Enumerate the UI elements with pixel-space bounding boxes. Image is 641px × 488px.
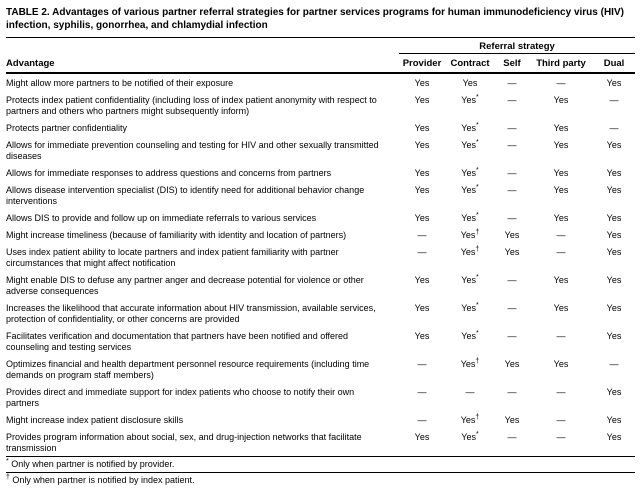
value-cell: Yes bbox=[606, 274, 622, 285]
footnote: † Only when partner is notified by index patient. bbox=[6, 473, 195, 485]
advantage-cell: Might increase index patient disclosure skills bbox=[6, 414, 184, 425]
value-cell: Yes bbox=[414, 431, 430, 442]
footnote-marker: * bbox=[6, 457, 9, 465]
footnote-marker: * bbox=[475, 430, 479, 438]
footnote-marker: * bbox=[475, 122, 479, 130]
value-cell: — bbox=[507, 95, 517, 106]
value-cell: Yes bbox=[414, 95, 430, 106]
footnote-marker: † bbox=[475, 246, 480, 254]
value-cell: Yes† bbox=[460, 357, 480, 369]
value-cell: — bbox=[417, 414, 427, 425]
value-cell: Yes bbox=[504, 358, 520, 369]
table-row bbox=[6, 164, 635, 181]
advantage-cell: Protects partner confidentiality bbox=[6, 123, 128, 134]
advantage-cell: Allows DIS to provide and follow up on immediate referrals to various services bbox=[6, 213, 317, 224]
value-cell: — bbox=[556, 386, 566, 397]
footnote-marker: * bbox=[475, 167, 479, 175]
advantage-cell: Uses index patient ability to locate partners and index patient familiarity with partner circumstances that might affect notification bbox=[6, 247, 339, 268]
table-row bbox=[6, 181, 635, 209]
value-cell: Yes* bbox=[461, 184, 479, 196]
advantage-cell: Might enable DIS to defuse any partner anger and decrease potential for violence or other adverse consequences bbox=[6, 274, 364, 296]
footnote-marker: * bbox=[475, 301, 479, 309]
value-cell: Yes* bbox=[461, 94, 479, 106]
value-cell: Yes bbox=[414, 330, 430, 341]
value-cell: Yes* bbox=[461, 301, 479, 313]
value-cell: Yes bbox=[553, 95, 569, 106]
value-cell: — bbox=[507, 78, 517, 89]
value-cell: Yes bbox=[606, 414, 622, 425]
footnote-marker: † bbox=[6, 473, 10, 481]
value-cell: — bbox=[609, 123, 619, 134]
advantage-cell: Facilitates verification and documentation that partners have been notified and offered counseling and testing services bbox=[6, 330, 349, 352]
column-header-row bbox=[6, 54, 635, 74]
footnotes bbox=[6, 456, 635, 488]
value-cell: — bbox=[556, 78, 566, 89]
value-cell: Yes bbox=[553, 302, 569, 313]
table-row bbox=[6, 243, 635, 271]
advantage-cell: Provides program information about social, sex, and drug-injection networks that facilitate transmission bbox=[6, 431, 362, 453]
footnote-marker: † bbox=[475, 229, 480, 237]
table-row bbox=[6, 91, 635, 119]
value-cell: — bbox=[507, 274, 517, 285]
footnote-marker: * bbox=[475, 273, 479, 281]
value-cell: Yes bbox=[553, 213, 569, 224]
value-cell: Yes bbox=[606, 386, 622, 397]
blank-header-cell bbox=[6, 38, 399, 54]
value-cell: Yes bbox=[553, 140, 569, 151]
value-cell: Yes bbox=[606, 168, 622, 179]
value-cell: Yes bbox=[504, 414, 520, 425]
table-row bbox=[6, 299, 635, 327]
footnote-marker: † bbox=[475, 357, 480, 365]
value-cell: Yes bbox=[414, 78, 430, 89]
value-cell: Yes bbox=[553, 358, 569, 369]
advantage-cell: Allows for immediate prevention counseling and testing for HIV and other sexually transmitted diseases bbox=[6, 140, 379, 162]
value-cell: — bbox=[507, 302, 517, 313]
value-cell: — bbox=[417, 230, 427, 241]
value-cell: Yes bbox=[414, 302, 430, 313]
table-row bbox=[6, 355, 635, 383]
value-cell: Yes† bbox=[460, 229, 480, 241]
table-row bbox=[6, 136, 635, 164]
table-title: TABLE 2. Advantages of various partner referral strategies for partner services programs for human immunodeficiency virus (HIV) infection, syphilis, gonorrhea, and chlamydial infection bbox=[6, 7, 624, 32]
table-row bbox=[6, 383, 635, 411]
footnote-marker: * bbox=[475, 212, 479, 220]
value-cell: Yes bbox=[553, 168, 569, 179]
value-cell: Yes bbox=[414, 185, 430, 196]
advantage-cell: Allows for immediate responses to address questions and concerns from partners bbox=[6, 168, 332, 179]
table-body bbox=[6, 73, 635, 455]
column-header-self: Self bbox=[495, 54, 529, 74]
value-cell: Yes* bbox=[461, 122, 479, 134]
advantage-cell: Might increase timeliness (because of familiarity with identity and location of partners) bbox=[6, 230, 347, 241]
column-header-third-party: Third party bbox=[529, 54, 593, 74]
value-cell: — bbox=[556, 330, 566, 341]
value-cell: Yes* bbox=[461, 167, 479, 179]
referral-strategy-group-header: Referral strategy bbox=[399, 38, 635, 54]
value-cell: Yes bbox=[606, 185, 622, 196]
value-cell: — bbox=[417, 247, 427, 258]
value-cell: — bbox=[507, 185, 517, 196]
table-row bbox=[6, 428, 635, 456]
value-cell: — bbox=[556, 414, 566, 425]
table-row bbox=[6, 73, 635, 91]
column-header-provider: Provider bbox=[399, 54, 445, 74]
value-cell: — bbox=[417, 358, 427, 369]
value-cell: — bbox=[556, 230, 566, 241]
value-cell: Yes* bbox=[461, 273, 479, 285]
value-cell: — bbox=[507, 140, 517, 151]
value-cell: Yes bbox=[414, 274, 430, 285]
value-cell: — bbox=[507, 213, 517, 224]
advantage-column-header: Advantage bbox=[6, 54, 399, 74]
value-cell: — bbox=[556, 247, 566, 258]
table-row bbox=[6, 209, 635, 226]
table-row bbox=[6, 327, 635, 355]
value-cell: — bbox=[609, 95, 619, 106]
value-cell: — bbox=[417, 386, 427, 397]
advantage-cell: Optimizes financial and health department personnel resource requirements (including time demands on program staff members) bbox=[6, 358, 370, 380]
value-cell: Yes bbox=[414, 123, 430, 134]
value-cell: Yes bbox=[606, 140, 622, 151]
value-cell: — bbox=[556, 431, 566, 442]
table-row bbox=[6, 271, 635, 299]
referral-strategies-table bbox=[6, 37, 635, 455]
value-cell: Yes bbox=[606, 230, 622, 241]
value-cell: Yes bbox=[606, 78, 622, 89]
value-cell: — bbox=[507, 168, 517, 179]
value-cell: Yes† bbox=[460, 413, 480, 425]
value-cell: Yes bbox=[462, 78, 478, 89]
value-cell: Yes bbox=[553, 123, 569, 134]
advantage-cell: Protects index patient confidentiality (including loss of index patient anonymity with respect to partners and others who partners might subsequently inform) bbox=[6, 95, 377, 117]
table-row bbox=[6, 411, 635, 428]
value-cell: Yes bbox=[414, 213, 430, 224]
value-cell: Yes bbox=[606, 330, 622, 341]
value-cell: Yes bbox=[553, 274, 569, 285]
column-header-dual: Dual bbox=[593, 54, 635, 74]
value-cell: Yes bbox=[606, 247, 622, 258]
value-cell: Yes* bbox=[461, 139, 479, 151]
value-cell: Yes bbox=[606, 431, 622, 442]
value-cell: Yes bbox=[553, 185, 569, 196]
footnote-marker: * bbox=[475, 329, 479, 337]
advantage-cell: Increases the likelihood that accurate information about HIV transmission, available services, protection of confidentiality, or other concerns are provided bbox=[6, 302, 376, 324]
value-cell: — bbox=[507, 431, 517, 442]
advantage-cell: Provides direct and immediate support for index patients who choose to notify their own partners bbox=[6, 386, 355, 408]
value-cell: — bbox=[507, 123, 517, 134]
footnote-marker: † bbox=[475, 413, 480, 421]
value-cell: Yes bbox=[606, 213, 622, 224]
value-cell: Yes bbox=[414, 140, 430, 151]
footnote-marker: * bbox=[475, 94, 479, 102]
table-row bbox=[6, 226, 635, 243]
value-cell: Yes bbox=[414, 168, 430, 179]
value-cell: — bbox=[507, 330, 517, 341]
footnote: * Only when partner is notified by provider. bbox=[6, 457, 635, 473]
column-header-contract: Contract bbox=[445, 54, 495, 74]
value-cell: — bbox=[465, 386, 475, 397]
value-cell: — bbox=[507, 386, 517, 397]
advantage-cell: Allows disease intervention specialist (DIS) to identify need for additional behavior change interventions bbox=[6, 185, 365, 207]
table-row bbox=[6, 119, 635, 136]
value-cell: Yes bbox=[504, 247, 520, 258]
value-cell: Yes* bbox=[461, 430, 479, 442]
advantage-cell: Might allow more partners to be notified of their exposure bbox=[6, 78, 234, 89]
value-cell: Yes bbox=[504, 230, 520, 241]
value-cell: — bbox=[609, 358, 619, 369]
value-cell: Yes* bbox=[461, 212, 479, 224]
footnote-marker: * bbox=[475, 139, 479, 147]
value-cell: Yes bbox=[606, 302, 622, 313]
value-cell: Yes† bbox=[460, 246, 480, 258]
value-cell: Yes* bbox=[461, 329, 479, 341]
table-header bbox=[6, 38, 635, 74]
footnote-marker: * bbox=[475, 184, 479, 192]
group-header-row bbox=[6, 38, 635, 54]
